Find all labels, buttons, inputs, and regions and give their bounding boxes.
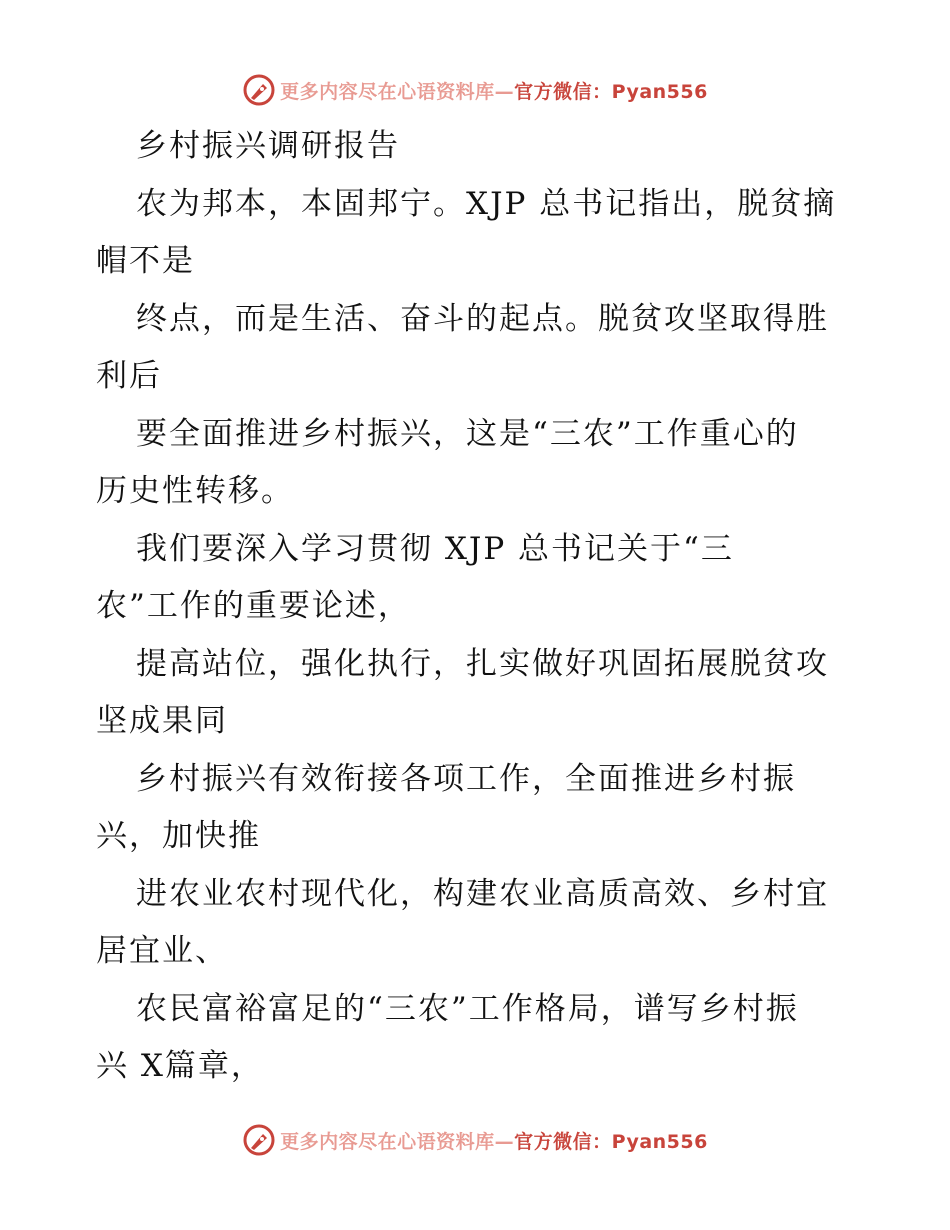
- paragraph-line: 乡村振兴有效衔接各项工作，全面推进乡村振: [136, 760, 796, 797]
- paragraph-line: 兴 X篇章，: [96, 1048, 264, 1084]
- paragraph-line: 历史性转移。: [96, 473, 294, 509]
- paragraph-line: 利后: [96, 358, 162, 394]
- watermark-banner-top: [0, 70, 950, 110]
- paragraph-line: 我们要深入学习贯彻 XJP 总书记关于“三: [136, 530, 734, 567]
- paragraph-line: 要全面推进乡村振兴，这是“三农”工作重心的: [136, 415, 799, 452]
- document-body: [96, 118, 866, 1096]
- watermark-text: 更多内容尽在心语资料库—官方微信：Pyan556: [280, 1130, 708, 1153]
- paragraph-line: 坚成果同: [96, 703, 228, 739]
- pen-nib-logo-icon: [242, 73, 276, 107]
- paragraph-line: 居宜业、: [96, 933, 228, 969]
- paragraph-line: 兴，加快推: [96, 818, 261, 854]
- paragraph-line: 农”工作的重要论述，: [96, 588, 411, 624]
- paragraph-line: 提高站位，强化执行，扎实做好巩固拓展脱贫攻: [136, 645, 829, 682]
- paragraph-line: 农为邦本，本固邦宁。XJP 总书记指出，脱贫摘: [136, 185, 837, 222]
- pen-nib-logo-icon: [242, 1123, 276, 1157]
- paragraph-line: 农民富裕富足的“三农”工作格局，谱写乡村振: [136, 990, 799, 1027]
- watermark-banner-bottom: [0, 1120, 950, 1160]
- document-title: 乡村振兴调研报告: [136, 128, 400, 164]
- watermark-text: 更多内容尽在心语资料库—官方微信：Pyan556: [280, 80, 708, 103]
- paragraph-line: 进农业农村现代化，构建农业高质高效、乡村宜: [136, 875, 829, 912]
- paragraph-line: 帽不是: [96, 243, 195, 279]
- paragraph-line: 终点，而是生活、奋斗的起点。脱贫攻坚取得胜: [136, 300, 829, 337]
